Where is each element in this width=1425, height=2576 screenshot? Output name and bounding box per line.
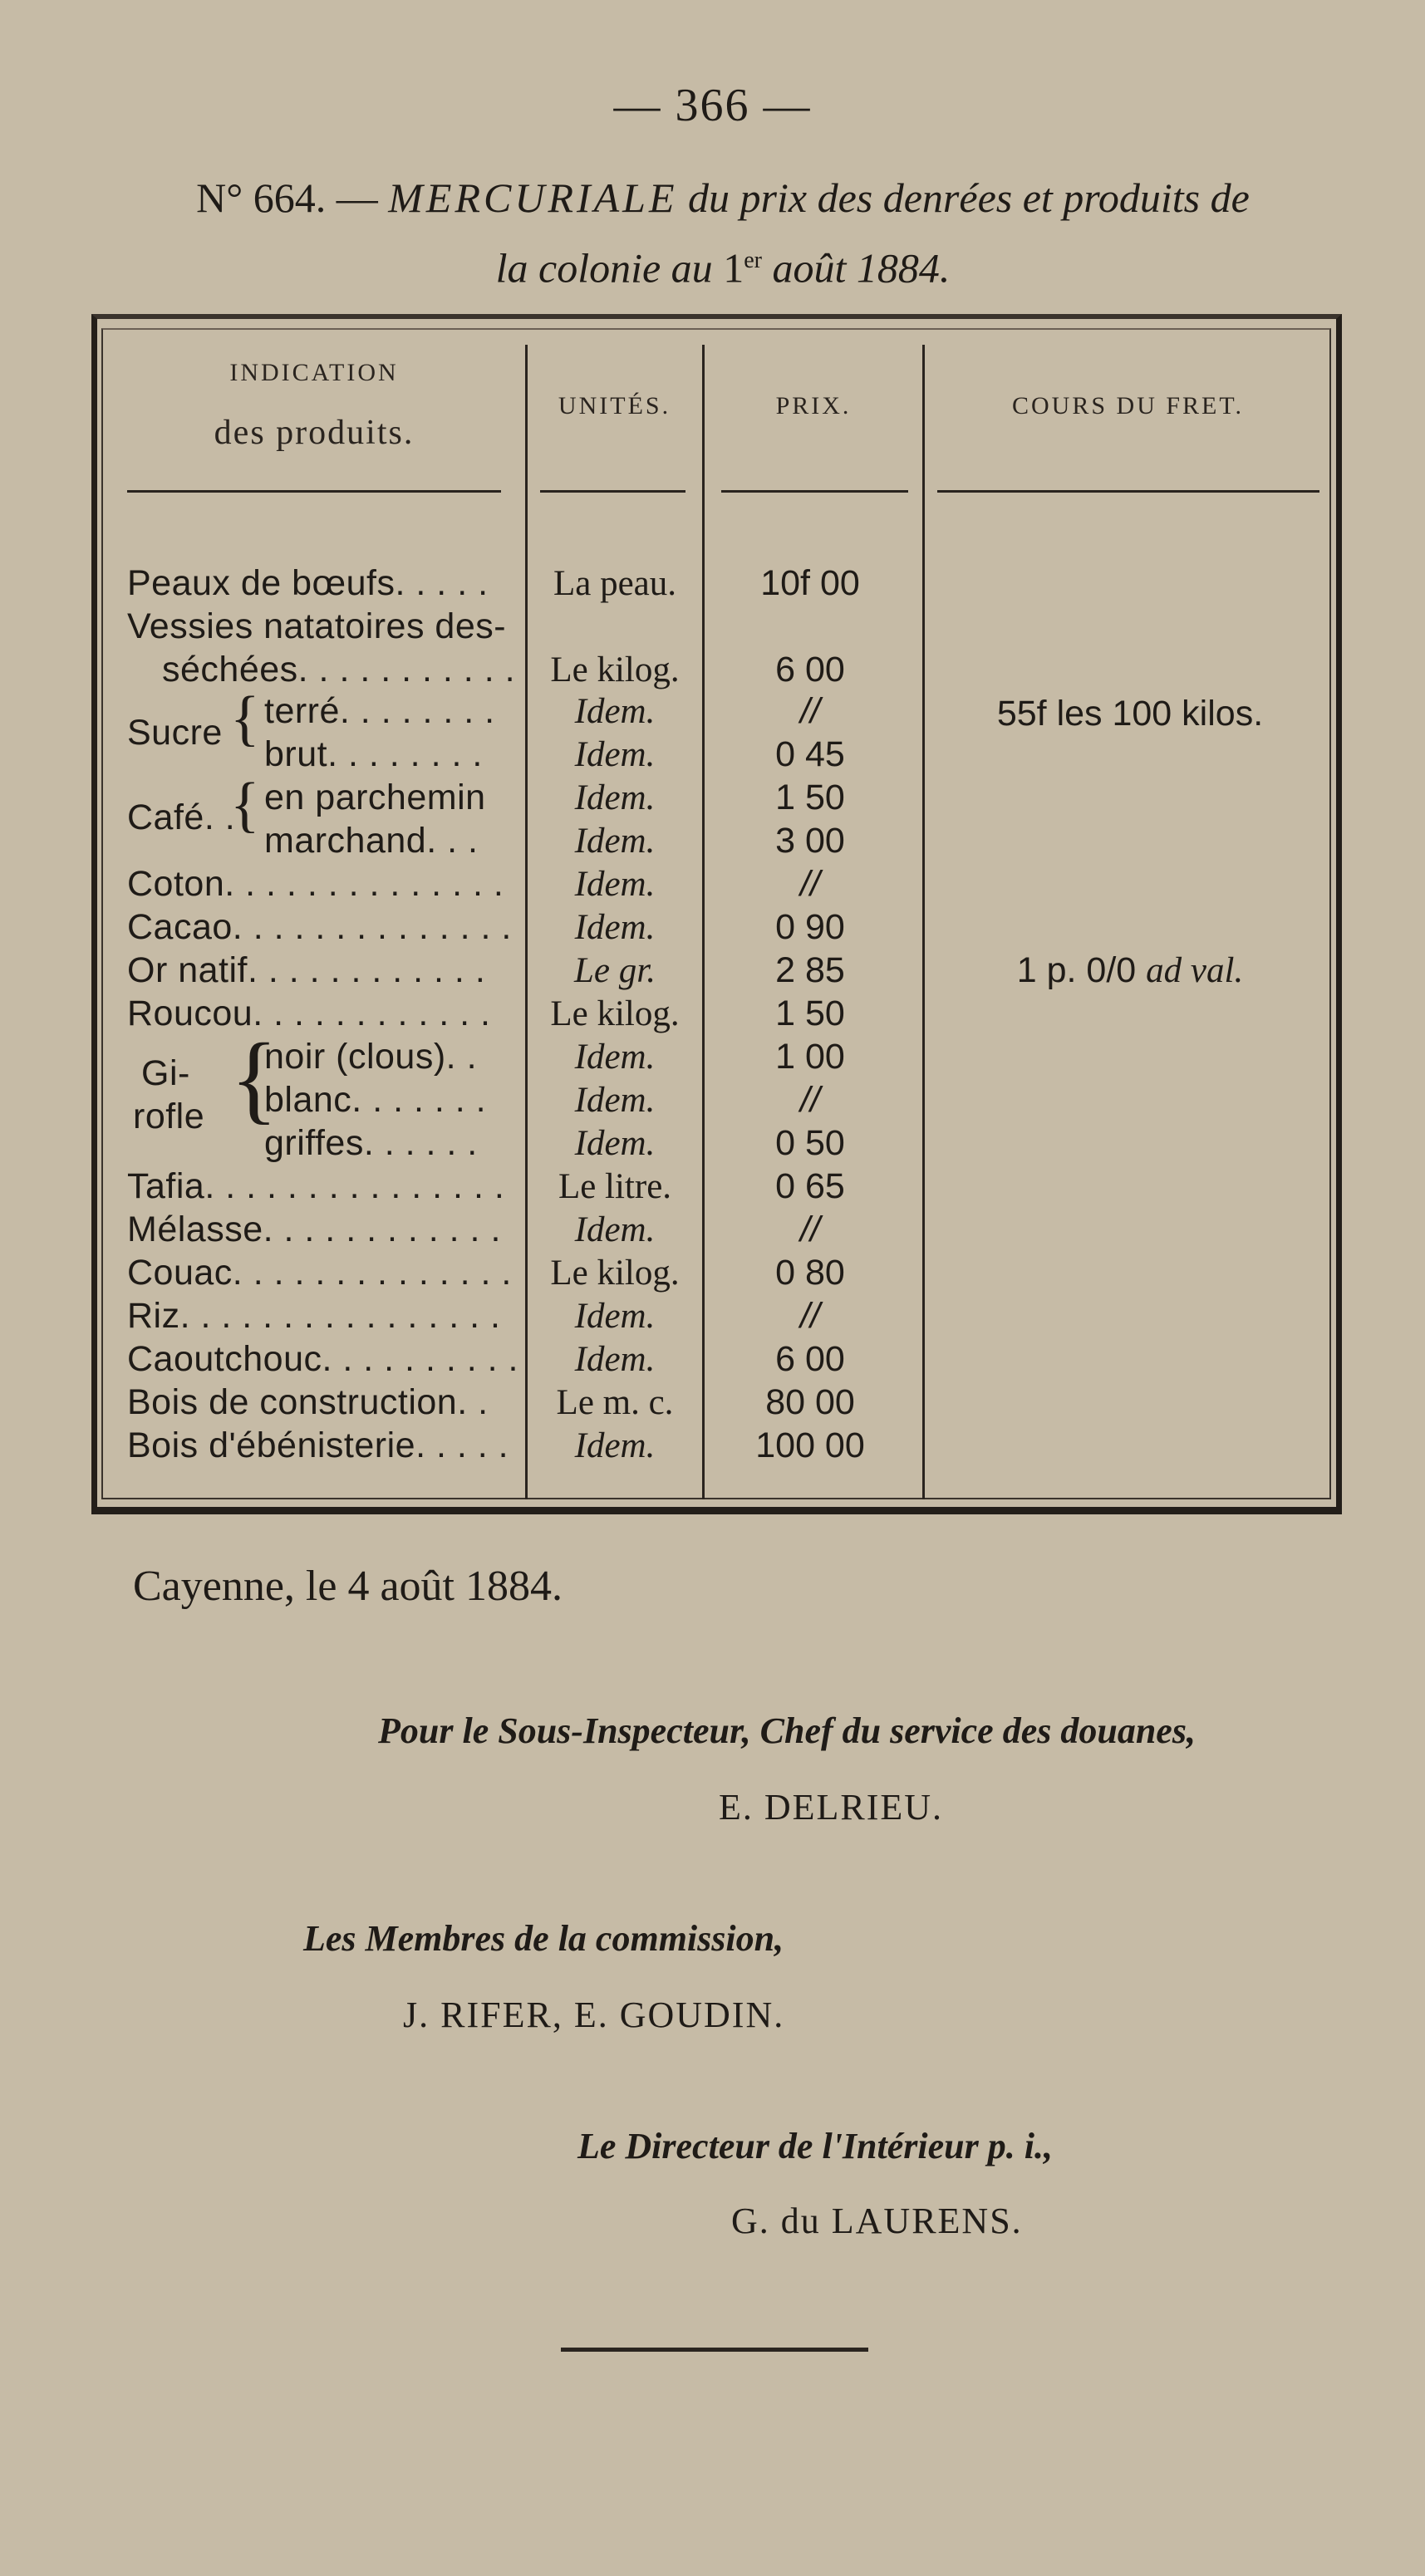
heading-title-rest: du prix des denrées et produits de bbox=[688, 174, 1250, 221]
product-or-natif: Or natif. . . . . . . . . . . . bbox=[127, 950, 486, 990]
signature-3-title: Le Directeur de l'Intérieur p. i., bbox=[577, 2126, 1053, 2166]
price-sucre-terre: // bbox=[800, 691, 820, 731]
heading-title-word: MERCURIALE bbox=[388, 174, 678, 221]
fret-or bbox=[947, 950, 1313, 991]
price-girofle-noir: 1 00 bbox=[775, 1037, 845, 1077]
group-label-cafe: Café. . bbox=[127, 797, 236, 837]
heading-line2-b: août 1884. bbox=[772, 244, 951, 292]
price-sucre-brut: 0 45 bbox=[775, 734, 845, 774]
header-prix: PRIX. bbox=[775, 392, 852, 420]
product-sucre-terre: terré. . . . . . . . bbox=[264, 691, 495, 731]
unit-caoutchouc: Idem. bbox=[574, 1340, 656, 1379]
unit-cafe-parchemin: Idem. bbox=[574, 778, 656, 817]
unit-girofle-griffes: Idem. bbox=[574, 1124, 656, 1163]
price-girofle-blanc: // bbox=[800, 1080, 820, 1120]
price-cacao: 0 90 bbox=[775, 907, 845, 947]
unit-girofle-blanc: Idem. bbox=[574, 1081, 656, 1120]
price-or-natif: 2 85 bbox=[775, 950, 845, 990]
product-peaux: Peaux de bœufs. . . . . bbox=[127, 563, 489, 603]
product-bois-ebenisterie: Bois d'ébénisterie. . . . . bbox=[127, 1425, 509, 1465]
document-heading bbox=[83, 166, 1363, 300]
column-divider bbox=[702, 345, 705, 1499]
price-melasse: // bbox=[800, 1209, 820, 1249]
header-unites: UNITÉS. bbox=[558, 392, 671, 420]
product-cafe-parchemin: en parchemin bbox=[264, 778, 486, 817]
product-girofle-blanc: blanc. . . . . . . bbox=[264, 1080, 487, 1120]
price-bois-ebenisterie: 100 00 bbox=[755, 1425, 865, 1465]
header-rule bbox=[127, 490, 501, 493]
end-rule bbox=[561, 2348, 868, 2352]
unit-girofle-noir: Idem. bbox=[574, 1038, 656, 1077]
product-cacao: Cacao. . . . . . . . . . . . . . bbox=[127, 907, 512, 947]
signature-1-name: E. DELRIEU. bbox=[719, 1787, 944, 1828]
page-number: — 366 — bbox=[613, 80, 812, 131]
brace-sucre: { bbox=[230, 684, 260, 753]
unit-sucre-brut: Idem. bbox=[574, 735, 656, 774]
price-sechees: 6 00 bbox=[775, 650, 845, 689]
header-rule bbox=[937, 490, 1319, 493]
group-label-girofle-2: rofle bbox=[133, 1097, 205, 1136]
product-vessies: Vessies natatoires des- bbox=[127, 606, 507, 646]
product-sucre-brut: brut. . . . . . . . bbox=[264, 734, 483, 774]
unit-bois-construction: Le m. c. bbox=[556, 1383, 674, 1422]
price-caoutchouc: 6 00 bbox=[775, 1339, 845, 1379]
product-sechees: séchées. . . . . . . . . . . bbox=[162, 650, 516, 689]
header-indication: INDICATION bbox=[229, 359, 399, 386]
unit-coton: Idem. bbox=[574, 865, 656, 904]
place-date: Cayenne, le 4 août 1884. bbox=[133, 1563, 563, 1610]
header-rule bbox=[721, 490, 908, 493]
unit-sucre-terre: Idem. bbox=[574, 692, 656, 731]
unit-cacao: Idem. bbox=[574, 908, 656, 947]
unit-riz: Idem. bbox=[574, 1297, 656, 1336]
signature-2-name: J. RIFER, E. GOUDIN. bbox=[403, 1995, 785, 2035]
fret-or-ad-val: ad val. bbox=[1146, 951, 1244, 990]
heading-line2-sup: er bbox=[744, 248, 762, 273]
column-divider bbox=[525, 345, 528, 1499]
price-riz: // bbox=[800, 1296, 820, 1336]
header-des-produits: des produits. bbox=[214, 414, 415, 452]
brace-girofle: { bbox=[230, 1023, 278, 1133]
product-couac: Couac. . . . . . . . . . . . . . bbox=[127, 1253, 512, 1293]
group-label-girofle-1: Gi- bbox=[141, 1053, 190, 1093]
unit-couac: Le kilog. bbox=[550, 1254, 680, 1293]
price-roucou: 1 50 bbox=[775, 994, 845, 1033]
unit-bois-ebenisterie: Idem. bbox=[574, 1426, 656, 1465]
price-cafe-marchand: 3 00 bbox=[775, 821, 845, 861]
product-melasse: Mélasse. . . . . . . . . . . . bbox=[127, 1209, 501, 1249]
price-girofle-griffes: 0 50 bbox=[775, 1123, 845, 1163]
product-roucou: Roucou. . . . . . . . . . . . bbox=[127, 994, 491, 1033]
signature-1-title: Pour le Sous-Inspecteur, Chef du service des douanes, bbox=[378, 1710, 1196, 1751]
signature-3-name: G. du LAURENS. bbox=[731, 2201, 1023, 2241]
brace-cafe: { bbox=[230, 771, 260, 839]
header-cours-du-fret: COURS DU FRET. bbox=[1012, 392, 1244, 420]
price-cafe-parchemin: 1 50 bbox=[775, 778, 845, 817]
heading-line2-a: la colonie au bbox=[495, 244, 713, 292]
fret-sucre: 55f les 100 kilos. bbox=[996, 694, 1264, 734]
unit-melasse: Idem. bbox=[574, 1210, 656, 1249]
unit-tafia: Le litre. bbox=[558, 1167, 672, 1206]
header-rule bbox=[540, 490, 685, 493]
unit-roucou: Le kilog. bbox=[550, 994, 680, 1033]
column-divider bbox=[922, 345, 925, 1499]
unit-or-natif: Le gr. bbox=[574, 951, 656, 990]
unit-peaux: La peau. bbox=[553, 564, 677, 603]
price-tafia: 0 65 bbox=[775, 1166, 845, 1206]
product-bois-construction: Bois de construction. . bbox=[127, 1382, 489, 1422]
product-cafe-marchand: marchand. . . bbox=[264, 821, 479, 861]
product-tafia: Tafia. . . . . . . . . . . . . . . bbox=[127, 1166, 505, 1206]
product-coton: Coton. . . . . . . . . . . . . . bbox=[127, 864, 504, 904]
group-label-sucre: Sucre bbox=[127, 713, 223, 753]
heading-number: N° 664. — bbox=[196, 174, 378, 221]
unit-cafe-marchand: Idem. bbox=[574, 822, 656, 861]
price-coton: // bbox=[800, 864, 820, 904]
product-caoutchouc: Caoutchouc. . . . . . . . . . bbox=[127, 1339, 518, 1379]
fret-or-rate: 1 p. 0/0 bbox=[1016, 950, 1137, 990]
price-peaux: 10f 00 bbox=[760, 563, 860, 603]
heading-line2-day: 1 bbox=[723, 244, 744, 292]
unit-sechees: Le kilog. bbox=[550, 650, 680, 689]
product-girofle-noir: noir (clous). . bbox=[264, 1037, 478, 1077]
price-bois-construction: 80 00 bbox=[765, 1382, 855, 1422]
product-girofle-griffes: griffes. . . . . . bbox=[264, 1123, 478, 1163]
signature-2-title: Les Membres de la commission, bbox=[303, 1918, 784, 1959]
product-riz: Riz. . . . . . . . . . . . . . . . bbox=[127, 1296, 501, 1336]
price-couac: 0 80 bbox=[775, 1253, 845, 1293]
